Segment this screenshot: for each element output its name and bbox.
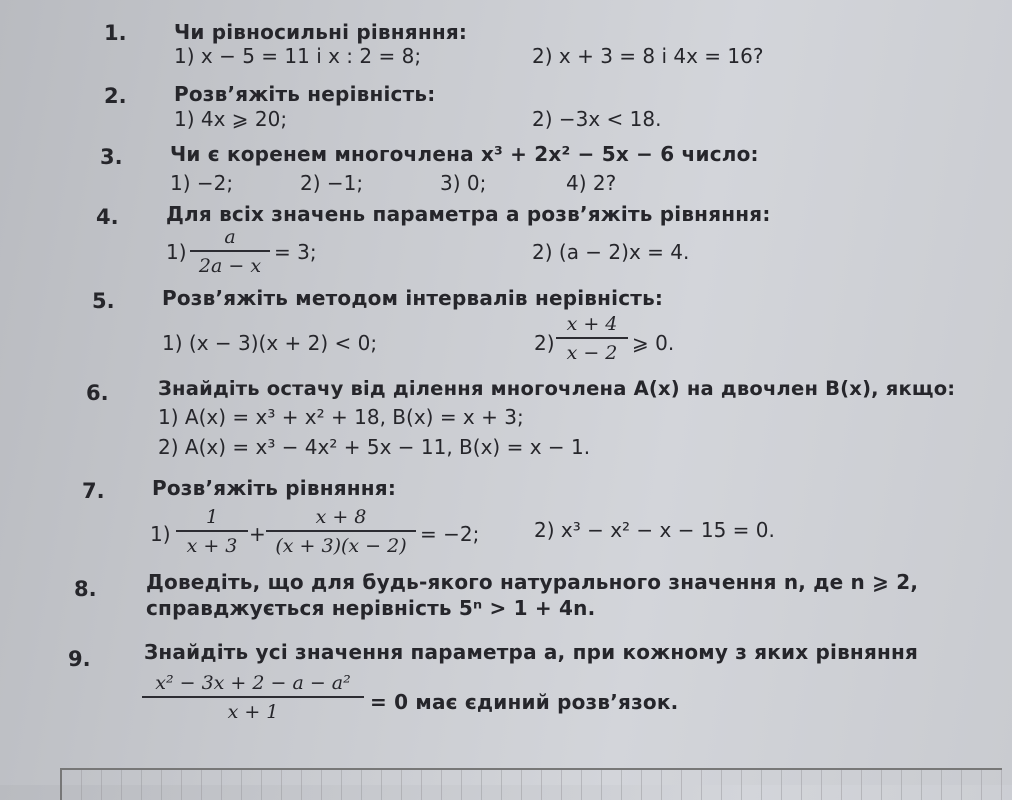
problem-9-line-1: Знайдіть усі значення параметра a, при кожному з яких рівняння — [144, 640, 919, 664]
grid-box-edge — [60, 768, 1002, 800]
problem-5-fraction-denominator: x − 2 — [566, 342, 618, 364]
problem-7-plus-sign: + — [249, 522, 266, 546]
problem-3-option-3: 3) 0; — [440, 171, 487, 195]
problem-7-fraction-1-numerator: 1 — [205, 506, 219, 528]
problem-6-number: 6. — [86, 381, 109, 405]
problem-9-fraction-denominator: x + 1 — [227, 701, 279, 723]
problem-9-fraction-numerator: x² − 3x + 2 − a − a² — [155, 672, 351, 694]
problem-7-part-1-rest: = −2; — [420, 522, 480, 546]
problem-7-fraction-1-denominator: x + 3 — [186, 535, 238, 557]
problem-1-part-1: 1) x − 5 = 11 і x : 2 = 8; — [174, 44, 422, 68]
problem-7-number: 7. — [82, 479, 105, 503]
problem-8-line-2: справджується нерівність 5ⁿ > 1 + 4n. — [146, 596, 596, 620]
problem-8-line-1: Доведіть, що для будь-якого натурального значення n, де n ⩾ 2, — [146, 570, 919, 594]
problem-7-part-1-label: 1) — [150, 522, 171, 546]
problem-9-number: 9. — [68, 647, 91, 671]
problem-4-fraction-denominator: 2a − x — [198, 255, 262, 277]
problem-9-rest: = 0 має єдиний розв’язок. — [370, 690, 679, 714]
problem-4-part-1-label: 1) — [166, 240, 187, 264]
problem-5-fraction-numerator: x + 4 — [566, 313, 618, 335]
problem-1-title: Чи рівносильні рівняння: — [174, 20, 468, 44]
problem-6-part-1: 1) A(x) = x³ + x² + 18, B(x) = x + 3; — [158, 405, 524, 429]
problem-5-title: Розв’яжіть методом інтервалів нерівність: — [162, 286, 664, 310]
problem-3-option-1: 1) −2; — [170, 171, 234, 195]
problem-1-number: 1. — [104, 21, 127, 45]
problem-5-part-1: 1) (x − 3)(x + 2) < 0; — [162, 331, 378, 355]
problem-3-option-2: 2) −1; — [300, 171, 364, 195]
problem-2-part-2: 2) −3x < 18. — [532, 107, 662, 131]
problem-5-number: 5. — [92, 289, 115, 313]
problem-9-fraction — [142, 672, 364, 723]
problem-4-fraction-numerator: a — [224, 226, 236, 248]
problem-2-part-1: 1) 4x ⩾ 20; — [174, 107, 288, 131]
problem-2-number: 2. — [104, 84, 127, 108]
problem-7-part-2: 2) x³ − x² − x − 15 = 0. — [534, 518, 775, 542]
problem-6-part-2: 2) A(x) = x³ − 4x² + 5x − 11, B(x) = x − 1. — [158, 435, 591, 459]
problem-7-fraction-2-denominator: (x + 3)(x − 2) — [275, 535, 407, 557]
problem-5-fraction — [556, 313, 628, 364]
problem-7-fraction-2 — [266, 506, 416, 557]
problem-6-title: Знайдіть остачу від ділення многочлена A(x) на двочлен B(x), якщо: — [158, 377, 956, 400]
problem-4-number: 4. — [96, 205, 119, 229]
problem-7-fraction-2-numerator: x + 8 — [315, 506, 367, 528]
problem-3-title: Чи є коренем многочлена x³ + 2x² − 5x − 6 число: — [170, 142, 759, 166]
problem-2-title: Розв’яжіть нерівність: — [174, 82, 436, 106]
problem-7-fraction-1 — [176, 506, 248, 557]
problem-4-part-1-rest: = 3; — [274, 240, 317, 264]
problem-1-part-2: 2) x + 3 = 8 і 4x = 16? — [532, 44, 764, 68]
problem-4-title: Для всіх значень параметра a розв’яжіть рівняння: — [166, 202, 771, 226]
problem-8-number: 8. — [74, 577, 97, 601]
problem-5-part-2-rest: ⩾ 0. — [632, 331, 675, 355]
problem-4-fraction — [190, 226, 270, 277]
problem-5-part-2-label: 2) — [534, 331, 555, 355]
problem-4-part-2: 2) (a − 2)x = 4. — [532, 240, 690, 264]
problem-3-option-4: 4) 2? — [566, 171, 617, 195]
problem-3-number: 3. — [100, 145, 123, 169]
problem-7-title: Розв’яжіть рівняння: — [152, 476, 397, 500]
